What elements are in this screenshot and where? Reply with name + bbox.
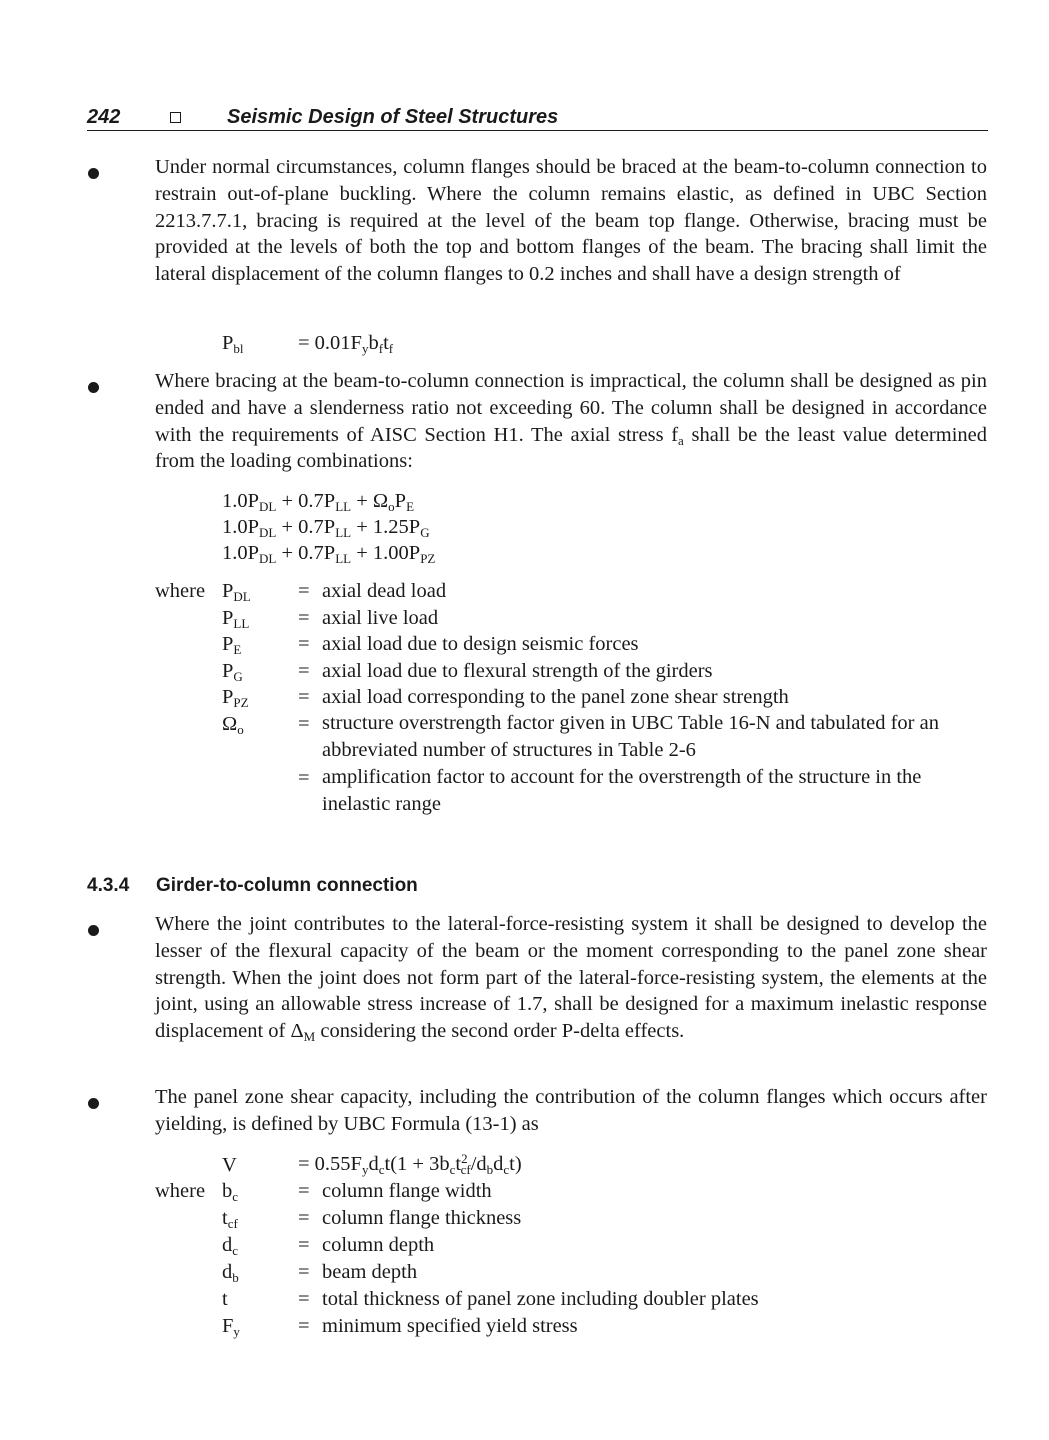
equation-pbl-rhs: = $0.01F_yb_ft_f$ bbox=[298, 332, 394, 356]
definition-p-dl: axial dead load bbox=[322, 580, 447, 602]
definition-p-e: axial load due to design seismic forces bbox=[322, 633, 639, 655]
definition-d-c: column depth bbox=[322, 1234, 435, 1256]
bullet-paragraph-pin-ended: Where bracing at the beam-to-column connection is impractical, the column shall be designed as pin ended and have a slenderness ratio not exceeding 60. The column shall be designed in accordance with the requirements of AISC Section H1. The axial stress $f_a$ shall be the least value determined from the loading combinations: bbox=[155, 370, 987, 473]
definition-amplification: amplification factor to account for the overstrength of the structure in the inelastic range bbox=[322, 766, 922, 815]
load-combination-3: $1.0P_{DL} + 0.7P_{LL} + 1.00P_{PZ}$ bbox=[222, 542, 436, 566]
symbol-d-b: $d_b$ bbox=[222, 1261, 239, 1285]
formula-panel-zone-shear: = $0.55F_yd_ct(1 + 3b_ct^2_{cf}/d_bd_ct)$ bbox=[298, 1151, 522, 1177]
symbol-f-y: $F_y$ bbox=[222, 1315, 240, 1339]
equals-sign: = bbox=[298, 1261, 310, 1283]
load-combination-2: $1.0P_{DL} + 0.7P_{LL} + 1.25P_G$ bbox=[222, 516, 430, 540]
symbol-omega-o: $\Omega_o$ bbox=[222, 713, 244, 737]
definition-t-cf: column flange thickness bbox=[322, 1207, 522, 1229]
definition-d-b: beam depth bbox=[322, 1261, 418, 1283]
definition-f-y: minimum specified yield stress bbox=[322, 1315, 578, 1337]
equals-sign: = bbox=[298, 713, 310, 735]
symbol-b-c: $b_c$ bbox=[222, 1180, 239, 1204]
page-number: 242 bbox=[87, 106, 121, 128]
symbol-t: t bbox=[222, 1288, 228, 1310]
load-combination-1: $1.0P_{DL} + 0.7P_{LL} + \Omega_oP_E$ bbox=[222, 490, 415, 514]
header-box-icon bbox=[170, 112, 181, 123]
section-number: 4.3.4 bbox=[87, 875, 130, 896]
equals-sign: = bbox=[298, 633, 310, 655]
symbol-p-pz: $P_{PZ}$ bbox=[222, 686, 249, 710]
symbol-v: V bbox=[222, 1154, 237, 1176]
equals-sign: = bbox=[298, 660, 310, 682]
running-header bbox=[87, 106, 988, 131]
where-label: where bbox=[155, 580, 206, 602]
section-title: Girder-to-column connection bbox=[156, 875, 418, 896]
bullet-paragraph-panel-zone: The panel zone shear capacity, including the contribution of the column flanges which occurs after yielding, is defined by UBC Formula (13-1) as bbox=[155, 1086, 987, 1135]
symbol-d-c: $d_c$ bbox=[222, 1234, 239, 1258]
definition-b-c: column flange width bbox=[322, 1180, 492, 1202]
equals-sign: = bbox=[298, 580, 310, 602]
symbol-p-dl: $P_{DL}$ bbox=[222, 580, 251, 604]
bullet-dot-icon bbox=[88, 925, 99, 936]
equals-sign: = bbox=[298, 686, 310, 708]
symbol-p-e: $P_E$ bbox=[222, 633, 242, 657]
equation-pbl: $P_{bl}$ bbox=[222, 332, 244, 356]
symbol-p-g: $P_G$ bbox=[222, 660, 243, 684]
bullet-dot-icon bbox=[88, 168, 99, 179]
where-label: where bbox=[155, 1180, 206, 1202]
bullet-paragraph-joint: Where the joint contributes to the lateral-force-resisting system it shall be designed to develop the lesser of the flexural capacity of the beam or the moment corresponding to the panel zone shear strength. When the joint does not form part of the lateral-force-resisting system, the elements at the joint, using an allowable stress increase of 1.7, shall be designed for a maximum inelastic response displacement of $\Delta_M$ considering the second order P-delta effects. bbox=[155, 913, 987, 1045]
definition-t: total thickness of panel zone including doubler plates bbox=[322, 1288, 759, 1310]
equals-sign: = bbox=[298, 1207, 310, 1229]
definition-p-pz: axial load corresponding to the panel zone shear strength bbox=[322, 686, 789, 708]
equals-sign: = bbox=[298, 1315, 310, 1337]
definition-p-ll: axial live load bbox=[322, 607, 439, 629]
equals-sign: = bbox=[298, 1234, 310, 1256]
equals-sign: = bbox=[298, 767, 310, 789]
symbol-p-ll: $P_{LL}$ bbox=[222, 607, 250, 631]
bullet-dot-icon bbox=[88, 382, 99, 393]
definition-p-g: axial load due to flexural strength of the girders bbox=[322, 660, 713, 682]
bullet-dot-icon bbox=[88, 1098, 99, 1109]
equals-sign: = bbox=[298, 607, 310, 629]
equals-sign: = bbox=[298, 1180, 310, 1202]
header-title: Seismic Design of Steel Structures bbox=[227, 106, 559, 128]
symbol-t-cf: $t_{cf}$ bbox=[222, 1207, 238, 1231]
equals-sign: = bbox=[298, 1288, 310, 1310]
definition-omega-o: structure overstrength factor given in UBC Table 16-N and tabulated for an abbreviated number of structures in Table 2-6 bbox=[322, 712, 939, 761]
bullet-paragraph-bracing: Under normal circumstances, column flanges should be braced at the beam-to-column connection to restrain out-of-plane buckling. Where the column remains elastic, as defined in UBC Section 2213.7.7.1, bracing is required at the level of the beam top flange. Otherwise, bracing must be provided at the levels of both the top and bottom flanges of the beam. The bracing shall limit the lateral displacement of the column flanges to 0.2 inches and shall have a design strength of bbox=[155, 156, 987, 286]
